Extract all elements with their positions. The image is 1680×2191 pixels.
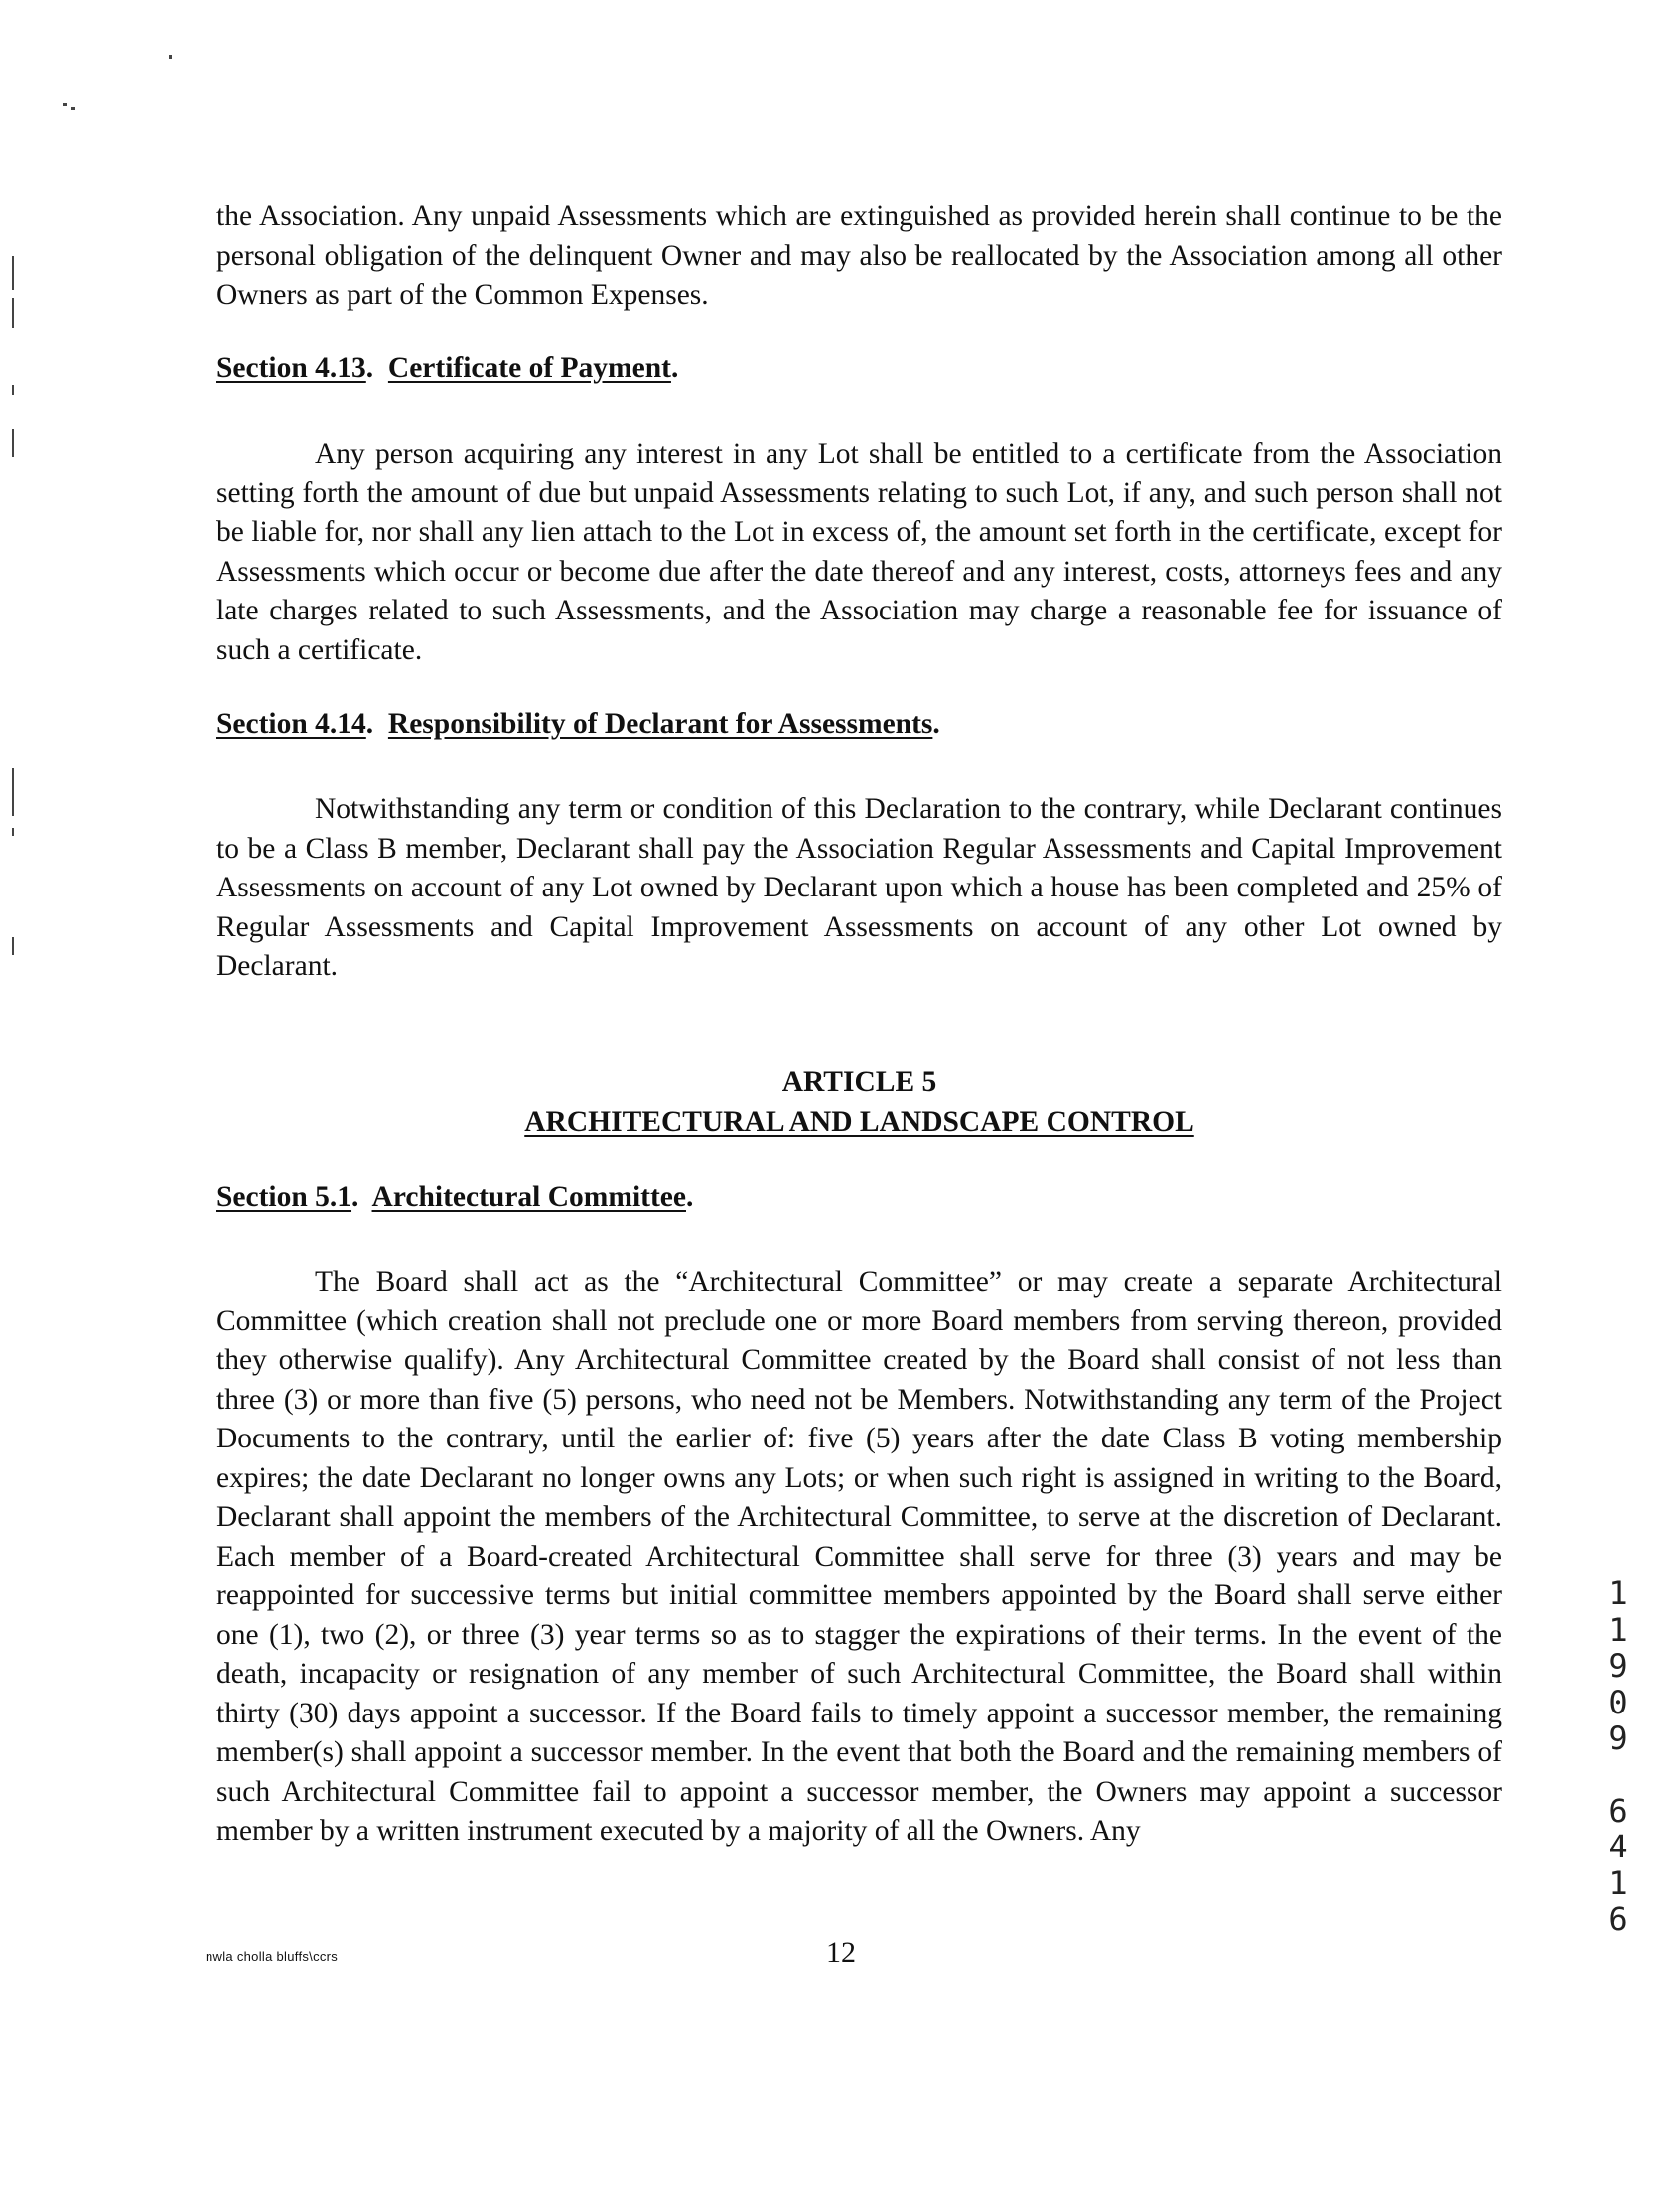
section-number: Section 5.1 bbox=[216, 1181, 352, 1213]
section-title: Certificate of Payment bbox=[387, 352, 671, 384]
section-5-1-heading: Section 5.1. Architectural Committee. bbox=[216, 1181, 694, 1213]
section-4-13-heading: Section 4.13. Certificate of Payment. bbox=[216, 352, 679, 384]
scan-mark bbox=[169, 55, 172, 59]
scan-mark bbox=[71, 107, 75, 110]
scan-mark bbox=[12, 768, 14, 816]
section-5-1-body: The Board shall act as the “Architectural Committee” or may create a separate Architectural Committee (which creation shall not preclude one or more Board members from serving thereon, provided they otherwise qualify). Any Architectural Committee created by the Board shall consist of not less than three (3) or more than five (5) persons, who need not be Members. Notwithstanding any term of the Project Documents to the contrary, until the earlier of: five (5) years after the date Class B voting membership expires; the date Declarant no longer owns any Lots; or when such right is assigned in writing to the Board, Declarant shall appoint the members of the Architectural Committee, to serve at the discretion of Declarant. Each member of a Board-created Architectural Committee shall serve for three (3) years and may be reappointed for successive terms but initial committee members appointed by the Board shall serve either one (1), two (2), or three (3) year terms so as to stagger the expirations of their terms. In the event of the death, incapacity or resignation of any member of such Architectural Committee, the Board shall within thirty (30) days appoint a successor. If the Board fails to timely appoint a successor member, the remaining member(s) shall appoint a successor member. In the event that both the Board and the remaining members of such Architectural Committee fail to appoint a successor member, the Owners may appoint a successor member by a written instrument executed by a majority of all the Owners. Any bbox=[216, 1266, 1502, 1847]
stamp-digit: 6 bbox=[1609, 1791, 1628, 1830]
section-title: Responsibility of Declarant for Assessments bbox=[387, 708, 933, 740]
stamp-digit: 1 bbox=[1609, 1575, 1628, 1612]
footer-file-path: nwla cholla bluffs\ccrs bbox=[206, 1949, 339, 1964]
scan-mark bbox=[12, 385, 14, 395]
scan-mark bbox=[12, 256, 14, 290]
stamp-digit: 6 bbox=[1609, 1900, 1628, 1938]
page-number: 12 bbox=[826, 1936, 856, 1969]
recording-number-stamp bbox=[1599, 1575, 1638, 1938]
stamp-digit: 1 bbox=[1609, 1610, 1628, 1649]
section-number: Section 4.14 bbox=[216, 708, 366, 740]
article-heading bbox=[216, 1062, 1502, 1142]
section-number: Section 4.13 bbox=[216, 352, 366, 384]
scan-mark bbox=[63, 103, 67, 106]
scan-mark bbox=[12, 937, 14, 955]
scan-mark bbox=[12, 429, 14, 457]
section-4-14-heading: Section 4.14. Responsibility of Declarant for Assessments. bbox=[216, 708, 940, 740]
article-label: ARTICLE 5 bbox=[781, 1066, 937, 1098]
scan-mark bbox=[12, 298, 14, 328]
stamp-digit: 4 bbox=[1609, 1828, 1628, 1865]
continuation-paragraph: the Association. Any unpaid Assessments which are extinguished as provided herein shall continue to be the personal obligation of the delinquent Owner and may also be reallocated by the Association among all other Owners as part of the Common Expenses. bbox=[216, 201, 1502, 311]
stamp-digit: 1 bbox=[1609, 1863, 1628, 1902]
scan-mark bbox=[12, 828, 14, 836]
stamp-gap bbox=[1599, 1757, 1638, 1793]
section-4-13-body: Any person acquiring any interest in any Lot shall be entitled to a certificate from the Association setting forth the amount of due but unpaid Assessments relating to such Lot, if any, and such person shall not be liable for, nor shall any lien attach to the Lot in excess of, the amount set forth in the certificate, except for Assessments which occur or become due after the date thereof and any interest, costs, attorneys fees and any late charges related to such Assessments, and the Association may charge a reasonable fee for issuance of such a certificate. bbox=[216, 438, 1502, 666]
section-title: Architectural Committee bbox=[371, 1181, 686, 1213]
section-4-14-body: Notwithstanding any term or condition of this Declaration to the contrary, while Declarant continues to be a Class B member, Declarant shall pay the Association Regular Assessments and Capital Improvement Assessments on account of any Lot owned by Declarant upon which a house has been completed and 25% of Regular Assessments and Capital Improvement Assessments on account of any other Lot owned by Declarant. bbox=[216, 793, 1502, 982]
article-title: ARCHITECTURAL AND LANDSCAPE CONTROL bbox=[524, 1106, 1194, 1138]
stamp-digit: 9 bbox=[1609, 1719, 1628, 1757]
stamp-digit: 0 bbox=[1609, 1683, 1628, 1721]
stamp-digit: 9 bbox=[1609, 1647, 1628, 1685]
